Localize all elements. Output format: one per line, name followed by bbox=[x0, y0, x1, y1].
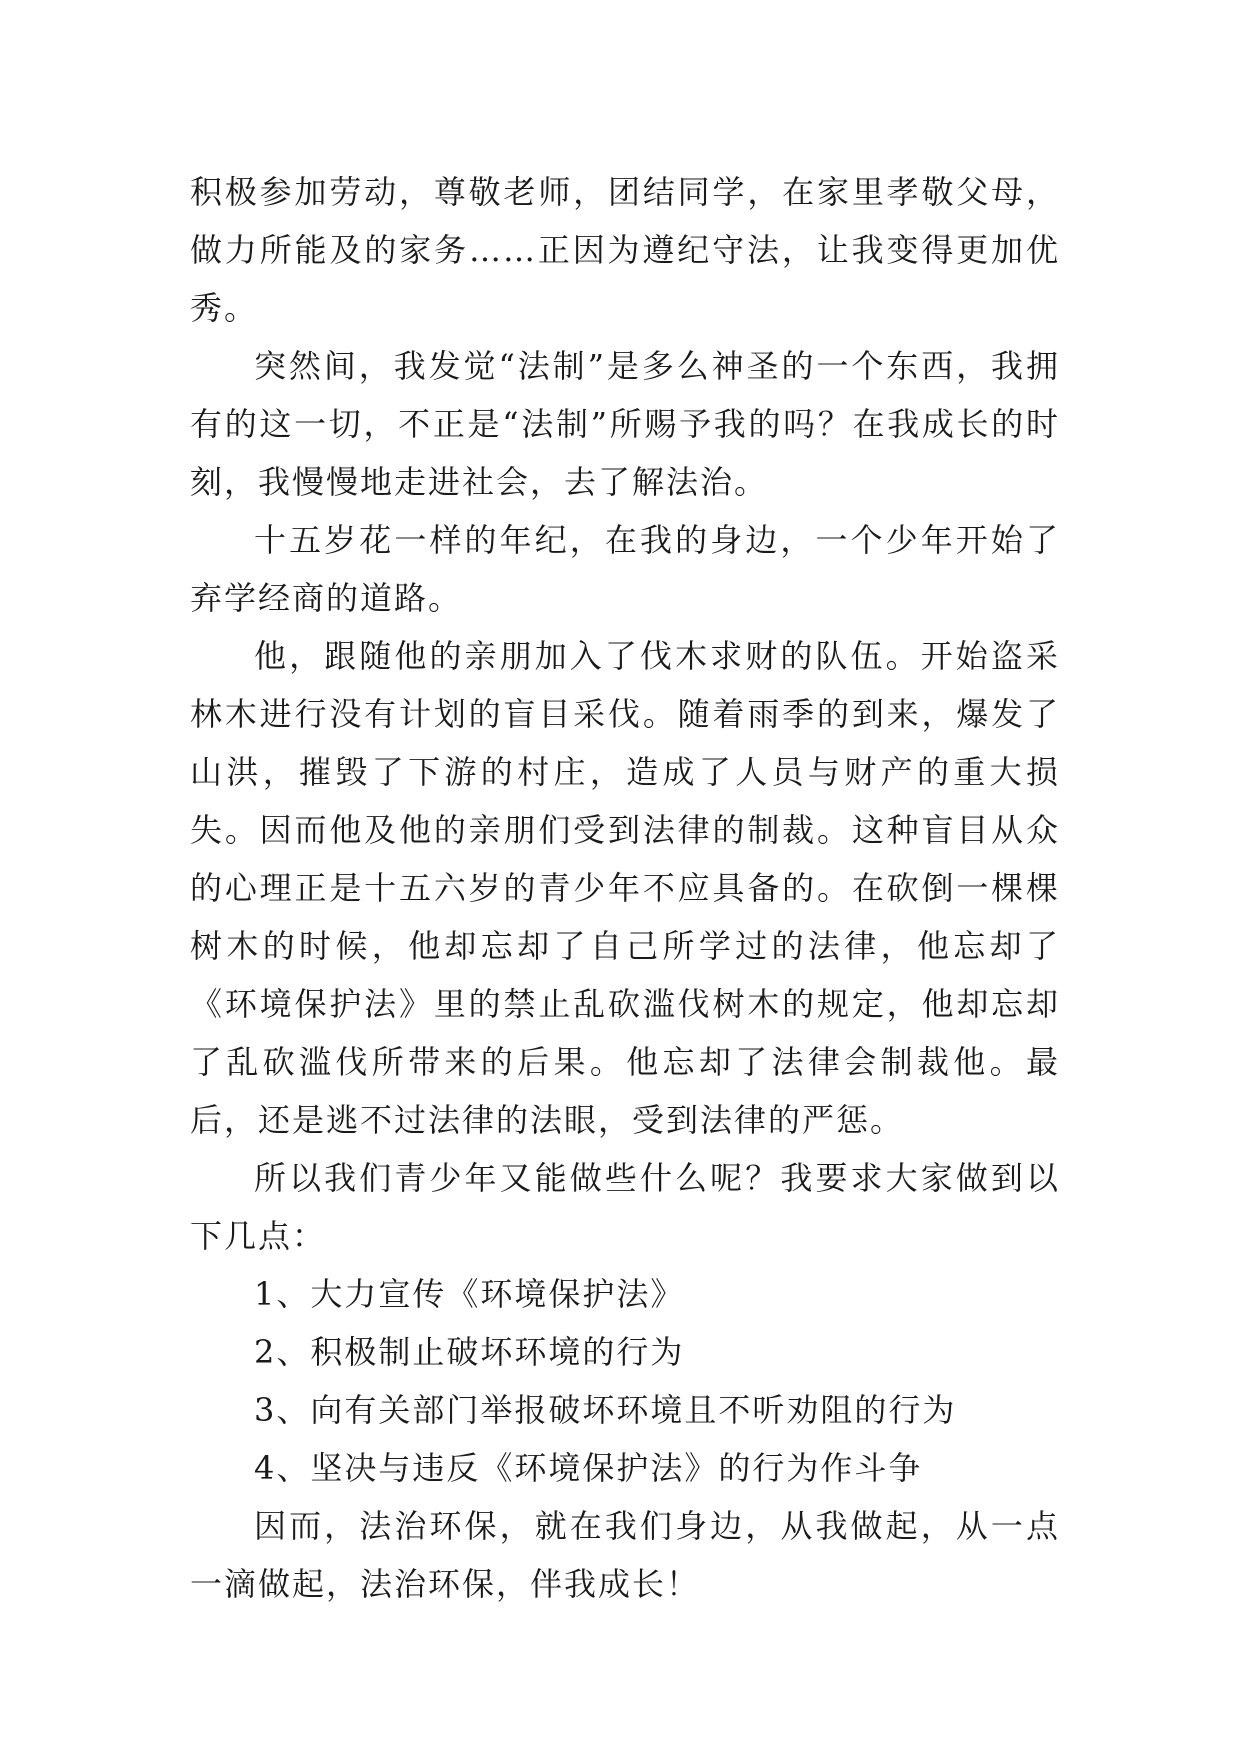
paragraph: 他，跟随他的亲朋加入了伐木求财的队伍。开始盗采林木进行没有计划的盲目采伐。随着雨季的到来，爆发了山洪，摧毁了下游的村庄，造成了人员与财产的重大损失。因而他及他的亲朋们受到法律的制裁。这种盲目从众的心理正是十五六岁的青少年不应具备的。在砍倒一棵棵树木的时候，他却忘却了自己所学过的法律，他忘却了《环境保护法》里的禁止乱砍滥伐树木的规定，他却忘却了乱砍滥伐所带来的后果。他忘却了法律会制裁他。最后，还是逃不过法律的法眼，受到法律的严惩。 bbox=[190, 637, 1060, 1139]
paragraph: 突然间，我发觉“法制”是多么神圣的一个东西，我拥有的这一切，不正是“法制”所赐予我的吗？在我成长的时刻，我慢慢地走进社会，去了解法治。 bbox=[190, 347, 1060, 501]
document-body bbox=[190, 163, 1060, 1613]
list-item: 3、向有关部门举报破坏环境且不听劝阻的行为 bbox=[254, 1391, 957, 1429]
list-item: 2、积极制止破坏环境的行为 bbox=[254, 1333, 685, 1371]
paragraph: 十五岁花一样的年纪，在我的身边，一个少年开始了弃学经商的道路。 bbox=[190, 521, 1060, 617]
list-item: 1、大力宣传《环境保护法》 bbox=[254, 1275, 685, 1313]
list-item: 4、坚决与违反《环境保护法》的行为作斗争 bbox=[254, 1449, 923, 1487]
paragraph-continued: 积极参加劳动，尊敬老师，团结同学，在家里孝敬父母，做力所能及的家务……正因为遵纪守法，让我变得更加优秀。 bbox=[190, 173, 1060, 327]
paragraph: 因而，法治环保，就在我们身边，从我做起，从一点一滴做起，法治环保，伴我成长！ bbox=[190, 1507, 1060, 1603]
paragraph: 所以我们青少年又能做些什么呢？我要求大家做到以下几点： bbox=[190, 1159, 1060, 1255]
